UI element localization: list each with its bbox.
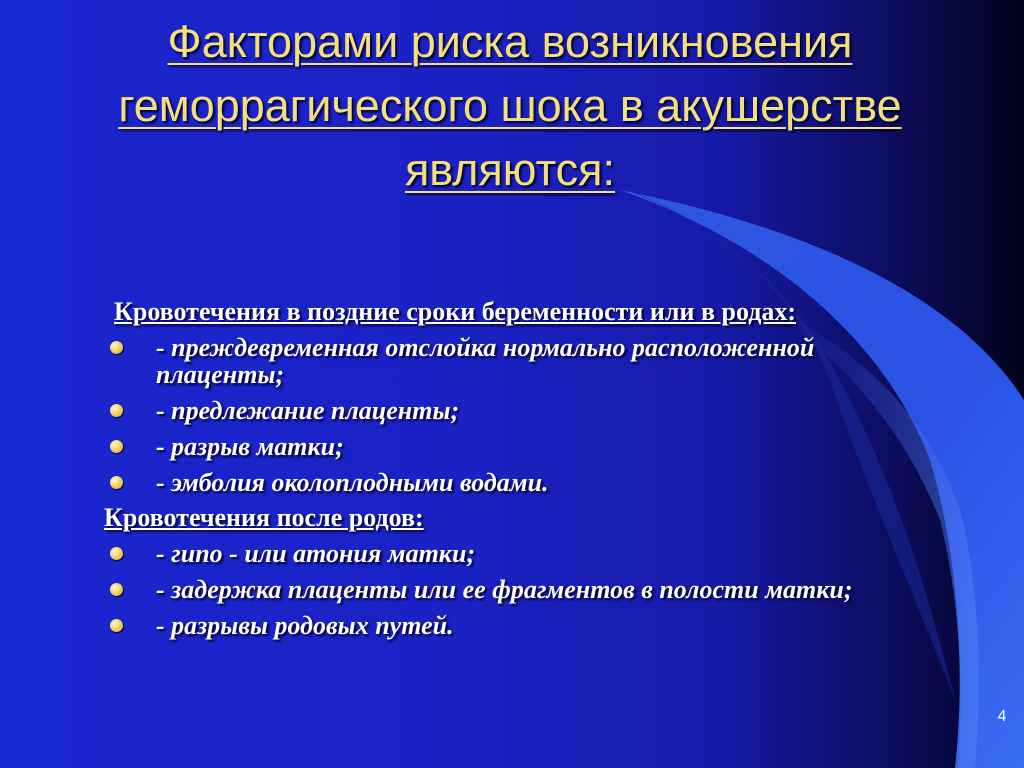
bullet-icon <box>110 341 123 354</box>
section-heading-late-pregnancy: Кровотечения в поздние сроки беременности или в родах: <box>114 297 797 326</box>
list-item: - гипо - или атония матки; <box>104 540 914 567</box>
risk-list-late-pregnancy <box>104 334 914 496</box>
risk-list-postpartum <box>104 540 914 639</box>
slide-title: Факторами риска возникновения геморрагического шока в акушерстве являются: <box>118 16 902 195</box>
list-item: - разрыв матки; <box>104 433 914 460</box>
bullet-icon <box>110 619 123 632</box>
bullet-icon <box>110 476 123 489</box>
list-item: - предлежание плаценты; <box>104 397 914 424</box>
slide-body <box>104 298 914 639</box>
list-item: - преждевременная отслойка нормально расположенной плаценты; <box>104 334 914 388</box>
list-item: - задержка плаценты или ее фрагментов в полости матки; <box>104 576 914 603</box>
list-item: - разрывы родовых путей. <box>104 612 914 639</box>
bullet-icon <box>110 440 123 453</box>
page-number: 4 <box>997 708 1007 725</box>
bullet-icon <box>110 547 123 560</box>
bullet-icon <box>110 583 123 596</box>
bullet-icon <box>110 404 123 417</box>
list-item: - эмболия околоплодными водами. <box>104 469 914 496</box>
section-heading-postpartum: Кровотечения после родов: <box>104 503 424 532</box>
